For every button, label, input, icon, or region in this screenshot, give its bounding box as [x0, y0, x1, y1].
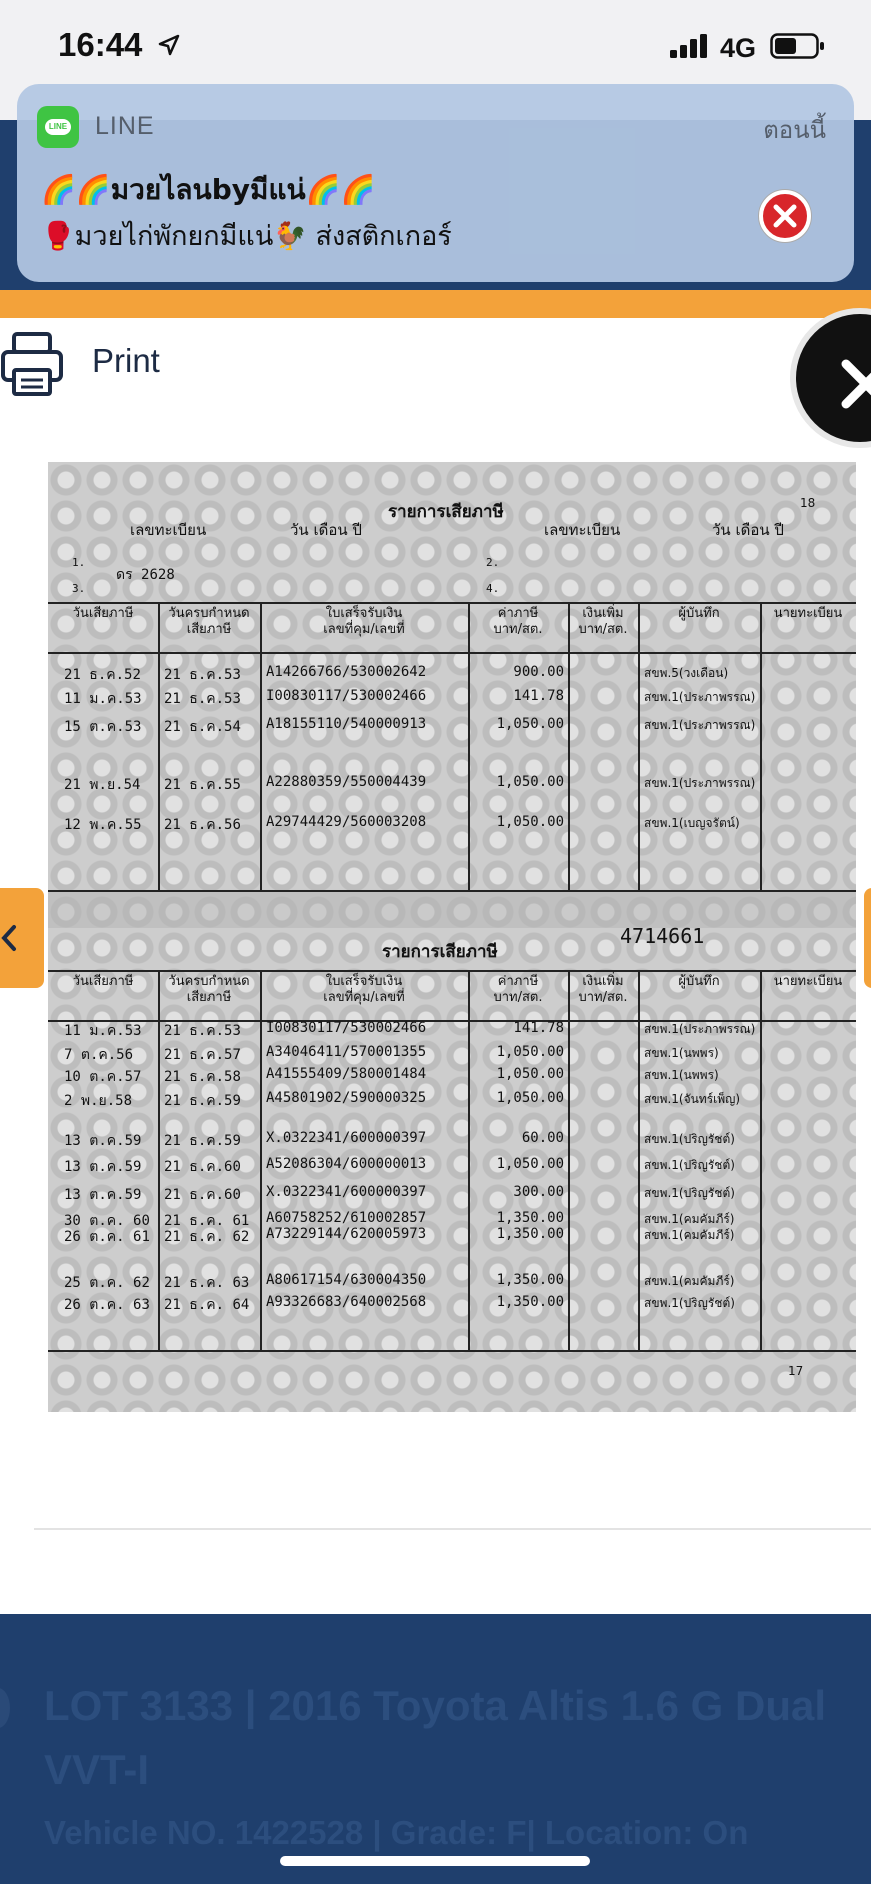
doc-table-column-rule [260, 970, 262, 1350]
doc-column-header: วันครบกำหนด เสียภาษี [168, 974, 250, 1005]
location-arrow-icon [158, 34, 180, 56]
doc-cell-receipt: I00830117/530002466 [266, 688, 427, 704]
doc-cell-tax: 1,350.00 [496, 1226, 564, 1242]
close-x-icon [836, 354, 871, 414]
scanned-tax-document [48, 462, 856, 1412]
doc-cell-due-date: 21 ธ.ค.60 [164, 1159, 241, 1175]
document-page-gap [48, 892, 856, 928]
doc-reg-header: เลขทะเบียน [544, 521, 621, 539]
doc-cell-recorder: สขพ.5(วงเดือน) [644, 666, 729, 680]
line-app-icon-text: LINE [45, 119, 71, 135]
doc-cell-receipt: A45801902/590000325 [266, 1090, 427, 1106]
doc-column-header: ใบเสร็จรับเงิน เลขที่คุม/เลขที่ [323, 974, 405, 1005]
doc-cell-paid-date: 11 ม.ค.53 [64, 1023, 142, 1039]
doc-cell-tax: 1,050.00 [496, 1044, 564, 1060]
doc-cell-receipt: A29744429/560003208 [266, 814, 427, 830]
doc-cell-recorder: สขพ.1(นพพร) [644, 1068, 719, 1082]
notification-app-name: LINE [95, 112, 155, 140]
doc-reg-entry: ดร 2628 [116, 567, 175, 583]
doc-cell-paid-date: 25 ต.ค. 62 [64, 1275, 150, 1291]
doc-reg-entry: 2. [486, 556, 500, 569]
doc-column-header: วันเสียภาษี [72, 606, 134, 621]
doc-cell-paid-date: 13 ต.ค.59 [64, 1159, 142, 1175]
doc-cell-paid-date: 26 ต.ค. 63 [64, 1297, 150, 1313]
doc-cell-receipt: A22880359/550004439 [266, 774, 427, 790]
doc-cell-due-date: 21 ธ.ค.54 [164, 719, 241, 735]
notification-dismiss-button[interactable] [759, 190, 811, 242]
doc-cell-recorder: สขพ.1(ประภาพรรณ) [644, 718, 756, 732]
doc-column-header: ผู้บันทึก [678, 974, 720, 989]
previous-image-button[interactable] [0, 888, 44, 988]
doc-cell-paid-date: 10 ต.ค.57 [64, 1069, 142, 1085]
printer-icon[interactable] [0, 330, 64, 398]
doc-cell-tax: 300.00 [513, 1184, 564, 1200]
doc-table-column-rule [638, 602, 640, 890]
doc-cell-recorder: สขพ.1(ปริญรัชต์) [644, 1296, 735, 1310]
doc-page-number-top: 18 [800, 496, 816, 510]
doc-cell-due-date: 21 ธ.ค. 64 [164, 1297, 250, 1313]
doc-cell-receipt: A18155110/540000913 [266, 716, 427, 732]
doc-table-column-rule [760, 602, 762, 890]
doc-column-header: วันครบกำหนด เสียภาษี [168, 606, 250, 637]
line-notification-banner[interactable] [17, 84, 854, 282]
doc-column-header: นายทะเบียน [773, 974, 843, 989]
doc-date-header: วัน เดือน ปี [290, 521, 362, 539]
status-time: 16:44 [58, 26, 143, 63]
doc-cell-recorder: สขพ.1(ประภาพรรณ) [644, 776, 756, 790]
doc-cell-tax: 60.00 [521, 1130, 564, 1146]
doc-cell-recorder: สขพ.1(คมคัมภีร์) [644, 1212, 735, 1226]
doc-table-column-rule [158, 970, 160, 1350]
doc-column-header: วันเสียภาษี [72, 974, 134, 989]
doc-cell-due-date: 21 ธ.ค.55 [164, 777, 241, 793]
doc-table-column-rule [568, 602, 570, 890]
network-type-label: 4G [720, 33, 757, 63]
next-image-button[interactable] [864, 888, 871, 988]
doc-cell-recorder: สขพ.1(ประภาพรรณ) [644, 690, 756, 704]
notification-title: 🌈🌈มวยไลนbyมีแน่🌈🌈 [41, 173, 376, 206]
doc-table-column-rule [638, 970, 640, 1350]
doc-cell-paid-date: 11 ม.ค.53 [64, 691, 142, 707]
doc-column-header: ค่าภาษี บาท/สต. [493, 974, 543, 1005]
doc-cell-due-date: 21 ธ.ค.58 [164, 1069, 241, 1085]
doc-cell-receipt: A52086304/600000013 [266, 1156, 427, 1172]
doc-cell-receipt: A34046411/570001355 [266, 1044, 427, 1060]
doc-table-column-rule [260, 602, 262, 890]
doc-cell-due-date: 21 ธ.ค.53 [164, 691, 241, 707]
home-indicator [280, 1856, 590, 1866]
doc-cell-due-date: 21 ธ.ค.59 [164, 1093, 241, 1109]
battery-icon [770, 33, 826, 59]
doc-cell-tax: 1,350.00 [496, 1210, 564, 1226]
doc-cell-tax: 1,050.00 [496, 1066, 564, 1082]
doc-column-header: ค่าภาษี บาท/สต. [493, 606, 543, 637]
doc-cell-recorder: สขพ.1(คมคัมภีร์) [644, 1274, 735, 1288]
notification-body: 🥊มวยไก่พักยกมีแน่🐓 ส่งสติกเกอร์ [41, 221, 452, 252]
notification-time: ตอนนี้ [763, 116, 826, 144]
doc-cell-tax: 1,050.00 [496, 1156, 564, 1172]
doc-cell-recorder: สขพ.1(จันทร์เพ็ญ) [644, 1092, 741, 1106]
doc-cell-due-date: 21 ธ.ค.57 [164, 1047, 241, 1063]
doc-stamp-number: 4714661 [620, 924, 705, 948]
doc-table-rule [48, 890, 856, 892]
doc-cell-tax: 900.00 [513, 664, 564, 680]
doc-cell-tax: 1,350.00 [496, 1272, 564, 1288]
doc-cell-paid-date: 21 พ.ย.54 [64, 777, 141, 793]
doc-cell-due-date: 21 ธ.ค.60 [164, 1187, 241, 1203]
doc-reg-entry: 1. [72, 556, 86, 569]
doc-column-header: ใบเสร็จรับเงิน เลขที่คุม/เลขที่ [323, 606, 405, 637]
doc-cell-due-date: 21 ธ.ค. 61 [164, 1213, 250, 1229]
doc-cell-paid-date: 26 ต.ค. 61 [64, 1229, 150, 1245]
doc-cell-tax: 1,350.00 [496, 1294, 564, 1310]
doc-cell-due-date: 21 ธ.ค.59 [164, 1133, 241, 1149]
doc-table-rule [48, 602, 856, 604]
doc-cell-paid-date: 15 ต.ค.53 [64, 719, 142, 735]
doc-section2-title: รายการเสียภาษี [382, 942, 498, 962]
doc-cell-tax: 141.78 [513, 1020, 564, 1036]
signal-bars-icon [670, 34, 710, 58]
header-accent-stripe [0, 290, 871, 320]
doc-cell-tax: 1,050.00 [496, 814, 564, 830]
doc-reg-header: เลขทะเบียน [130, 521, 207, 539]
doc-table-column-rule [468, 602, 470, 890]
doc-table-column-rule [760, 970, 762, 1350]
doc-cell-paid-date: 12 พ.ค.55 [64, 817, 142, 833]
doc-cell-receipt: A73229144/620005973 [266, 1226, 427, 1242]
doc-cell-receipt: A80617154/630004350 [266, 1272, 427, 1288]
doc-cell-due-date: 21 ธ.ค.53 [164, 1023, 241, 1039]
doc-cell-receipt: A14266766/530002642 [266, 664, 427, 680]
status-bar [0, 0, 871, 92]
doc-cell-receipt: I00830117/530002466 [266, 1020, 427, 1036]
doc-cell-due-date: 21 ธ.ค. 62 [164, 1229, 250, 1245]
doc-cell-paid-date: 21 ธ.ค.52 [64, 667, 141, 683]
close-icon [763, 194, 807, 238]
doc-reg-entry: 4. [486, 582, 500, 595]
doc-cell-recorder: สขพ.1(นพพร) [644, 1046, 719, 1060]
doc-cell-due-date: 21 ธ.ค.53 [164, 667, 241, 683]
listing-title: LOT 3133 | 2016 Toyota Altis 1.6 G Dual VVT-I [44, 1682, 827, 1793]
doc-cell-recorder: สขพ.1(คมคัมภีร์) [644, 1228, 735, 1242]
doc-cell-due-date: 21 ธ.ค.56 [164, 817, 241, 833]
doc-table-rule [48, 652, 856, 654]
doc-column-header: นายทะเบียน [773, 606, 843, 621]
doc-cell-receipt: A41555409/580001484 [266, 1066, 427, 1082]
doc-column-header: เงินเพิ่ม บาท/สต. [578, 606, 628, 637]
modal-divider [34, 1528, 871, 1530]
doc-table-column-rule [568, 970, 570, 1350]
doc-table-rule [48, 1350, 856, 1352]
doc-cell-paid-date: 2 พ.ย.58 [64, 1093, 133, 1109]
doc-table-rule [48, 970, 856, 972]
doc-cell-paid-date: 30 ต.ค. 60 [64, 1213, 150, 1229]
doc-cell-recorder: สขพ.1(เบญจรัตน์) [644, 816, 740, 830]
doc-cell-tax: 1,050.00 [496, 1090, 564, 1106]
doc-table-column-rule [158, 602, 160, 890]
doc-reg-entry: 3. [72, 582, 86, 595]
doc-cell-receipt: X.0322341/600000397 [266, 1184, 427, 1200]
doc-table-column-rule [468, 970, 470, 1350]
doc-page-number-bottom: 17 [788, 1364, 804, 1378]
listing-subtitle: Vehicle NO. 1422528 | Grade: F| Location: On [44, 1814, 749, 1851]
doc-cell-recorder: สขพ.1(ปริญรัชต์) [644, 1132, 735, 1146]
doc-cell-tax: 141.78 [513, 688, 564, 704]
doc-cell-receipt: A93326683/640002568 [266, 1294, 427, 1310]
doc-cell-tax: 1,050.00 [496, 716, 564, 732]
doc-cell-paid-date: 13 ต.ค.59 [64, 1133, 142, 1149]
doc-cell-recorder: สขพ.1(ปริญรัชต์) [644, 1158, 735, 1172]
doc-section1-title: รายการเสียภาษี [388, 502, 504, 522]
doc-cell-tax: 1,050.00 [496, 774, 564, 790]
doc-cell-due-date: 21 ธ.ค. 63 [164, 1275, 250, 1291]
chevron-left-icon [0, 924, 20, 952]
doc-cell-receipt: X.0322341/600000397 [266, 1130, 427, 1146]
doc-date-header: วัน เดือน ปี [712, 521, 784, 539]
doc-cell-recorder: สขพ.1(ปริญรัชต์) [644, 1186, 735, 1200]
doc-cell-paid-date: 13 ต.ค.59 [64, 1187, 142, 1203]
doc-cell-receipt: A60758252/610002857 [266, 1210, 427, 1226]
doc-cell-recorder: สขพ.1(ประภาพรรณ) [644, 1022, 756, 1036]
doc-column-header: ผู้บันทึก [678, 606, 720, 621]
doc-column-header: เงินเพิ่ม บาท/สต. [578, 974, 628, 1005]
print-button-label[interactable]: Print [92, 342, 160, 379]
line-app-icon [37, 106, 79, 148]
doc-cell-paid-date: 7 ต.ค.56 [64, 1047, 134, 1063]
